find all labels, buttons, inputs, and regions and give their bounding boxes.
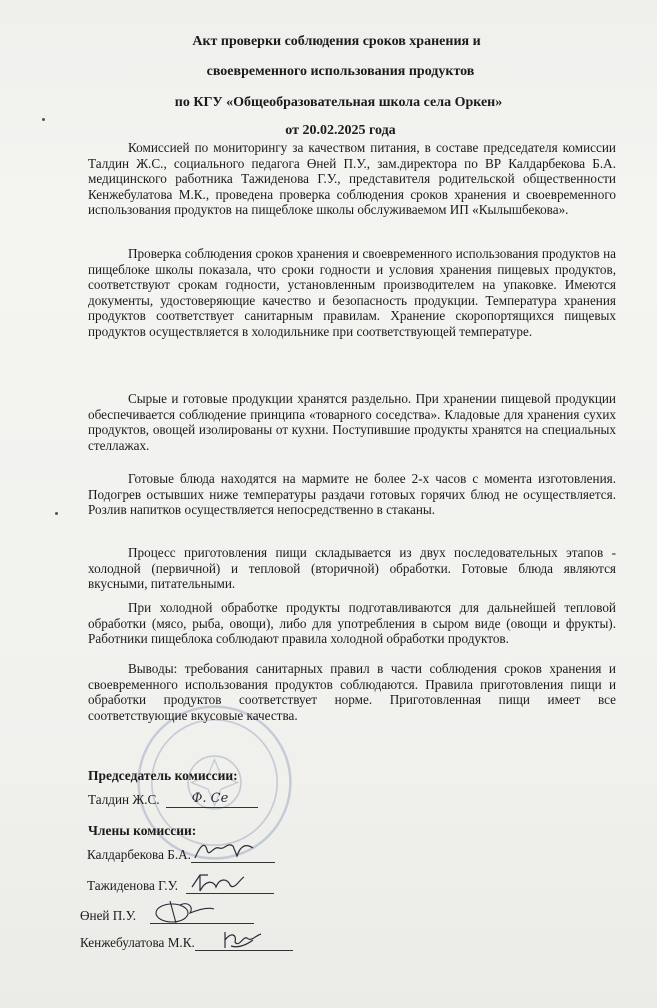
handwritten-signature	[195, 926, 265, 952]
chair-name: Талдин Ж.С.	[88, 792, 160, 807]
signature-field	[195, 930, 293, 951]
paragraph-cooking-process: Процесс приготовления пищи складывается из двух последовательных этапов - холодной (первичной) и тепловой (вторичной) обработки. Готовые блюда являются вкусными, питательными.	[88, 545, 616, 592]
member-name: Өней П.У.	[80, 908, 137, 923]
title-line-3: по КГУ «Общеобразовательная школа села Оркен»	[174, 95, 503, 110]
signature-field	[191, 842, 275, 863]
signature-field	[150, 903, 254, 924]
member-signature-line	[87, 842, 275, 863]
chair-heading: Председатель комиссии:	[88, 768, 238, 783]
member-name: Кенжебулатова М.К.	[80, 935, 195, 950]
member-name: Тажиденова Г.У.	[87, 878, 179, 893]
member-signature-line	[80, 930, 293, 951]
paragraph-commission: Комиссией по мониторингу за качеством питания, в составе председателя комиссии Талдин Ж.С., социального педагога Өней П.У., зам.директора по ВР Калдарбекова Б.А. медицинского работника Тажиденова Г.У., представителя родительской общественности Кенжебулатова М.К., проведена проверка соблюдения сроков хранения и своевременного использования продуктов на пищеблоке школы обслуживаемом ИП «Кылышбекова».	[88, 140, 616, 218]
signature-field	[166, 787, 258, 808]
paragraph-conclusions: Выводы: требования санитарных правил в части соблюдения сроков хранения и своевременного использования продуктов соблюдаются. Правила приготовления пищи и обработки продуктов соответствует норме. Приготовленная пищи имеет все соответствующие вкусовые качества.	[88, 661, 616, 723]
title-line-1: Акт проверки соблюдения сроков хранения и	[192, 34, 481, 49]
paragraph-cold-processing: При холодной обработке продукты подготавливаются для дальнейшей тепловой обработки (мясо, рыба, овощи), либо для употребления в сыром виде (овощи и фрукты). Работники пищеблока соблюдают правила холодной обработки продуктов.	[88, 600, 616, 647]
signature-field	[186, 873, 274, 894]
member-signature-line	[87, 873, 274, 894]
chair-signature-line	[88, 787, 258, 808]
member-name: Калдарбекова Б.А.	[87, 847, 191, 862]
member-signature-line	[80, 903, 254, 924]
paragraph-ready-meals: Готовые блюда находятся на мармите не более 2-х часов с момента изготовления. Подогрев остывших ниже температуры раздачи готовых горячих блюд не осуществляется. Розлив напитков осуществляется непосредственно в стаканы.	[88, 471, 616, 518]
scan-speck	[42, 118, 45, 121]
title-line-2: своевременного использования продуктов	[206, 64, 475, 79]
members-heading: Члены комиссии:	[88, 823, 197, 838]
paragraph-storage-check: Проверка соблюдения сроков хранения и своевременного использования продуктов на пищеблоке школы показала, что сроки годности и условия хранения пищевых продуктов, соответствуют срокам годности, установленным производителем на упаковке. Имеются документы, удостоверяющие качество и безопасность продукции. Температура хранения продуктов соответствует санитарным правилам. Хранение скоропортящихся пищевых продуктов осуществляется в холодильнике при соответствующей температуре.	[88, 246, 616, 339]
handwritten-signature	[191, 838, 261, 864]
document-date: от 20.02.2025 года	[285, 123, 396, 138]
handwritten-signature	[150, 897, 220, 925]
scan-speck	[55, 512, 58, 515]
paragraph-separate-storage: Сырые и готовые продукции хранятся раздельно. При хранении пищевой продукции обеспечивается соблюдение принципа «товарного соседства». Кладовые для хранения сухих продуктов, овощей изолированы от кухни. Поступившие продукты хранятся на специальных стеллажах.	[88, 391, 616, 453]
handwritten-signature	[186, 869, 250, 895]
chair-signature: Ф. Се	[191, 791, 229, 806]
